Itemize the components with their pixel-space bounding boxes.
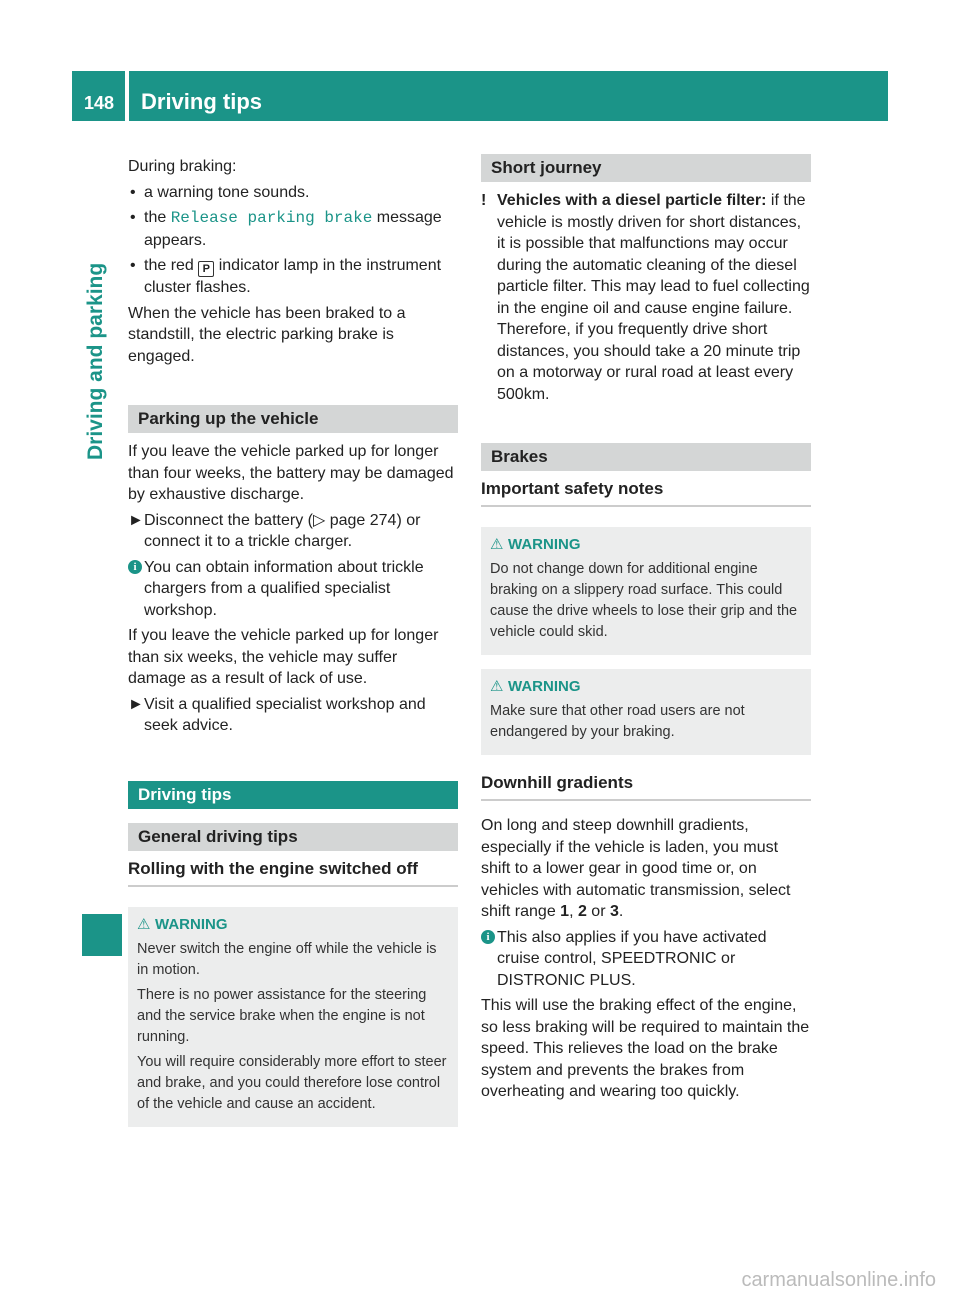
side-marker [82,914,122,956]
section-heading: Parking up the vehicle [128,405,458,433]
list-item: • a warning tone sounds. [130,183,310,201]
info-note: i You can obtain information about trickle chargers from a qualified specialist workshop. [128,557,458,622]
subsection-heading: Rolling with the engine switched off [128,859,458,887]
page-number: 148 [84,93,115,113]
subsection-heading: Important safety notes [481,479,811,507]
display-message: Release parking brake [170,209,373,227]
info-note: i This also applies if you have activated cruise control, SPEEDTRONIC or DISTRONIC PLUS. [481,927,811,992]
action-step: ► Visit a qualified specialist workshop and seek advice. [128,695,426,734]
during-braking-text: During braking: [128,158,237,175]
warning-label: WARNING [155,915,228,933]
watermark: carmanualsonline.info [741,1269,936,1291]
side-tab-label: Driving and parking [84,262,107,460]
page-title: Driving tips [141,89,263,114]
subsection-heading: Downhill gradients [481,773,811,801]
paragraph: If you leave the vehicle parked up for longer than six weeks, the vehicle may suffer damage as a result of lack of use. [128,627,439,687]
warning-box [128,907,458,1127]
list-item: • the Release parking brake message appears. [130,209,442,249]
paragraph: On long and steep downhill gradients, especially if the vehicle is laden, you must shift to a lower gear in good time or, on vehicles with automatic transmission, select shift range 1, 2 or 3. [481,817,791,920]
left-column [128,156,458,1135]
warning-triangle-icon: ⚠ [490,678,504,695]
section-heading: General driving tips [128,823,458,851]
warning-text: Never switch the engine off while the vehicle is in motion. [137,940,437,978]
section-heading: Short journey [481,154,811,182]
page-header [72,71,888,121]
diesel-filter-note: ! Vehicles with a diesel particle filter: if the vehicle is mostly driven for short distances, it is possible that malfunctions may occur during the automatic cleaning of the diesel particle filter. This may lead to fuel collecting in the engine oil and cause engine failure. Therefore, if you frequently drive short distances, you should take a 20 minute trip on a motorway or rural road at least every 500km. [481,192,810,403]
warning-text: Make sure that other road users are not endangered by your braking. [490,703,745,740]
action-arrow-icon: ► [128,695,144,713]
section-heading: Brakes [481,443,811,471]
caution-icon: ! [481,192,487,209]
action-step: ► Disconnect the battery (▷ page 274) or connect it to a trickle charger. [128,511,421,550]
warning-label: WARNING [508,678,581,695]
right-column [481,154,811,1107]
action-arrow-icon: ► [128,511,144,529]
warning-triangle-icon: ⚠ [137,915,151,933]
paragraph: When the vehicle has been braked to a standstill, the electric parking brake is engaged. [128,304,406,365]
paragraph: If you leave the vehicle parked up for longer than four weeks, the battery may be damaged by exhaustive discharge. [128,443,454,503]
warning-text: You will require considerably more effort to steer and brake, and you could therefore lose control of the vehicle and cause an accident. [137,1053,447,1112]
chapter-heading: Driving tips [128,781,458,809]
warning-text: There is no power assistance for the steering and the service brake when the engine is not running. [137,986,427,1045]
warning-box [481,669,811,755]
side-tab [84,260,114,460]
header-separator [125,71,129,121]
warning-label: WARNING [508,536,581,553]
warning-triangle-icon: ⚠ [490,536,504,553]
info-icon: i [128,560,142,574]
info-icon: i [481,930,495,944]
parking-brake-indicator-icon: P [198,261,214,277]
list-item: • the red P indicator lamp in the instrument cluster flashes. [130,257,442,296]
paragraph: This will use the braking effect of the engine, so less braking will be required to maintain the speed. This relieves the load on the brake system and prevents the brakes from overheating and wearing too quickly. [481,997,810,1100]
warning-text: Do not change down for additional engine braking on a slippery road surface. This could cause the drive wheels to lose their grip and the vehicle could skid. [490,561,798,640]
warning-box [481,527,811,655]
